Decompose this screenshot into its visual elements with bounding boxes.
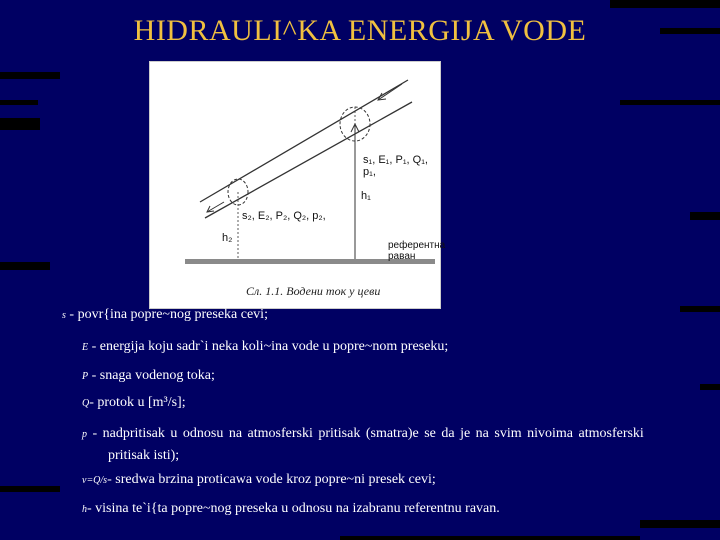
definition-symbol: E (82, 342, 89, 353)
background-stripe (640, 520, 720, 528)
definition-item (82, 471, 436, 490)
definition-symbol: h (82, 504, 87, 515)
background-stripe (0, 100, 38, 105)
definition-text: pritisak isti); (108, 448, 180, 463)
definition-symbol: s (62, 310, 66, 321)
height-h2-label: h₂ (222, 232, 233, 244)
definition-text: - nadpritisak u odnosu na atmosferski pritisak (smatra)e se da je na svim nivoima atmosferski (87, 426, 644, 441)
definition-symbol: Q (82, 398, 90, 409)
definition-item (82, 394, 186, 413)
definition-item (82, 500, 500, 519)
definition-text: - protok u [m³/s]; (89, 395, 186, 410)
definition-symbol: P (82, 371, 89, 382)
definition-text: - sredwa brzina proticawa vode kroz popre~ni presek cevi; (107, 472, 436, 487)
pipe-flow-diagram (150, 62, 440, 308)
background-stripe (0, 262, 50, 270)
background-stripe (0, 72, 60, 79)
definition-item (82, 425, 714, 444)
definition-text: - povr{ina popre~nog preseka cevi; (65, 307, 268, 322)
flow-arrow (378, 84, 402, 100)
background-stripe (620, 100, 720, 105)
reference-plane-label: референтна раван (388, 240, 446, 262)
section-1-label: s₁, E₁, P₁, Q₁, p₁, (363, 154, 428, 178)
pipe-upper-wall (200, 80, 408, 202)
definition-item (108, 447, 179, 466)
slide-title: HIDRAULI^KA ENERGIJA VODE (133, 14, 587, 47)
definition-item (62, 306, 268, 325)
definition-text: - visina te`i{ta popre~nog preseka u odnosu na izabranu referentnu ravan. (87, 501, 500, 516)
background-stripe (0, 118, 40, 130)
definition-item (82, 367, 215, 386)
background-stripe (610, 0, 720, 8)
background-stripe (0, 486, 60, 492)
figure-caption: Сл. 1.1. Водени ток у цеви (246, 284, 381, 298)
background-stripe (700, 384, 720, 390)
section-2-label: s₂, E₂, P₂, Q₂, p₂, (242, 210, 326, 222)
definition-symbol: p (82, 429, 87, 440)
height-h1-label: h₁ (361, 190, 371, 202)
definition-symbol: v=Q/s (82, 475, 108, 486)
definition-item (82, 338, 448, 357)
background-stripe (690, 212, 720, 220)
definition-text: - snaga vodenog toka; (88, 368, 215, 383)
pipe-flow-figure (149, 61, 446, 309)
background-stripe (340, 536, 640, 540)
background-stripe (680, 306, 720, 312)
definition-text: - energija koju sadr`i neka koli~ina vode u popre~nom preseku; (88, 339, 449, 354)
